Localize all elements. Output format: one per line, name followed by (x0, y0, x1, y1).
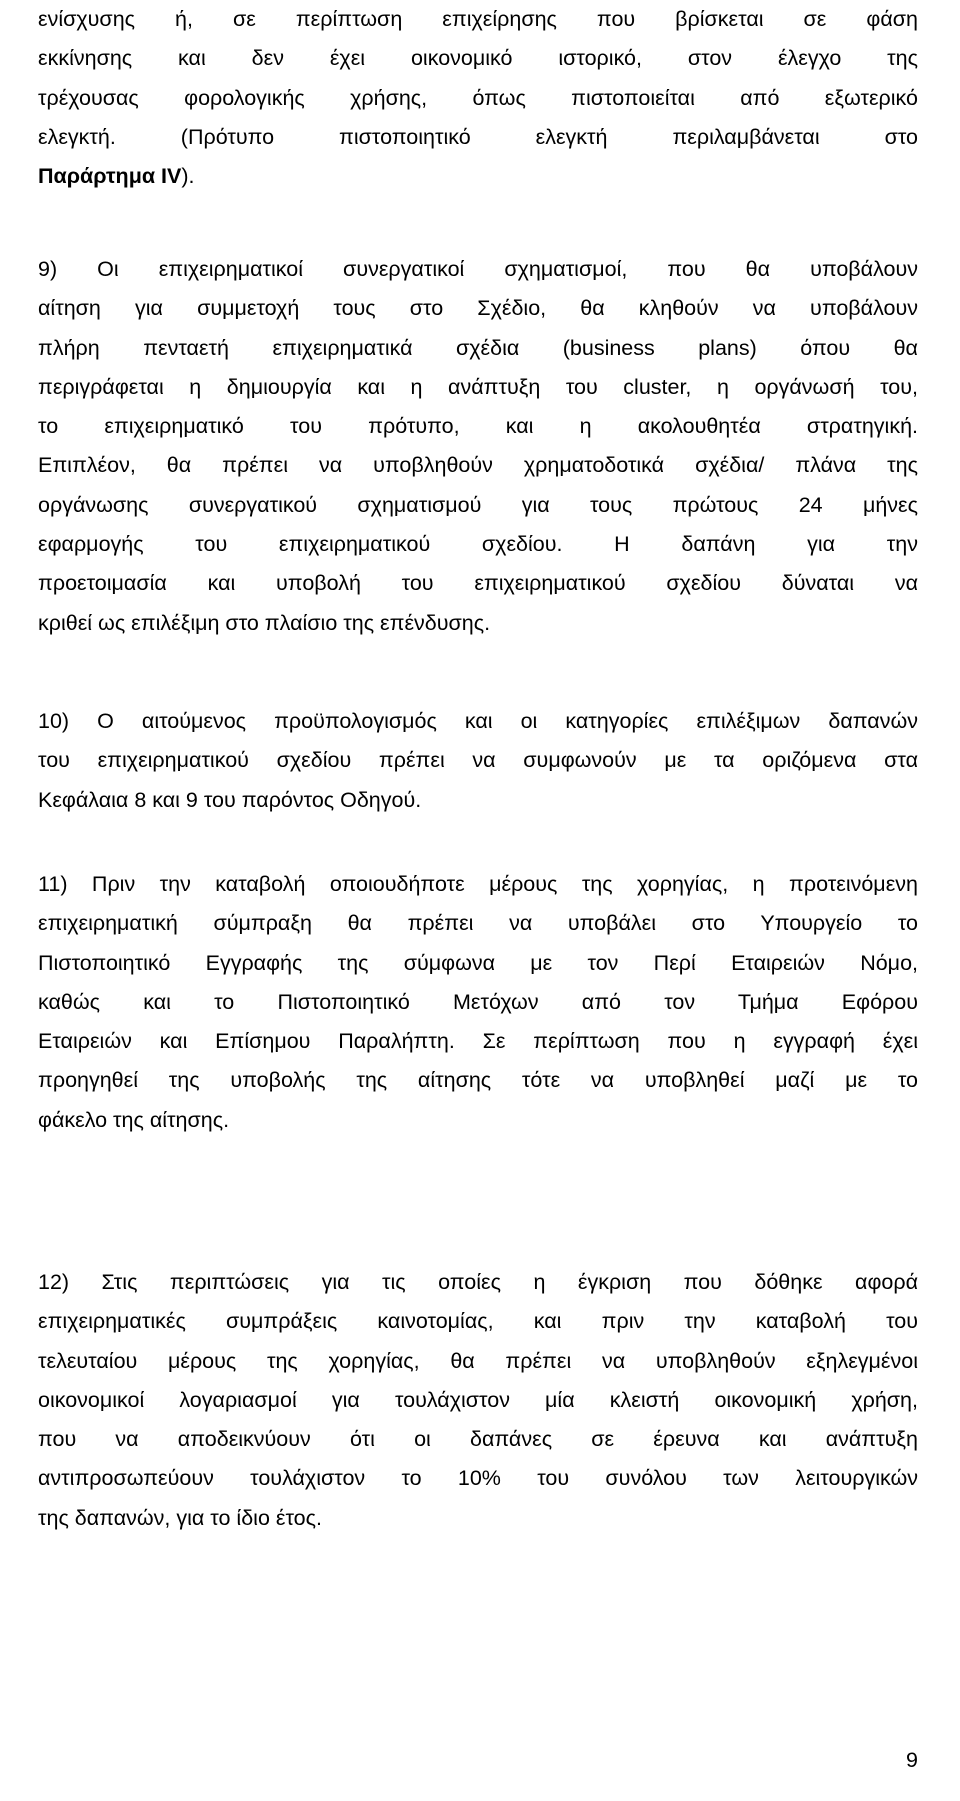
page-number: 9 (906, 1748, 918, 1772)
text-line: επιχειρηματικές συμπράξεις καινοτομίας, και πριν την καταβολή του (38, 1309, 918, 1334)
text-line: που να αποδεικνύουν ότι οι δαπάνες σε έρευνα και ανάπτυξη (38, 1427, 918, 1452)
text-fragment: ). (181, 164, 195, 189)
list-item-10 (38, 702, 918, 820)
text-line: Κεφάλαια 8 και 9 του παρόντος Οδηγού. (38, 787, 422, 812)
text-line: επιχειρηματική σύμπραξη θα πρέπει να υποβάλει στο Υπουργείο το (38, 911, 918, 936)
text-line: Εταιρειών και Επίσημου Παραλήπτη. Σε περίπτωση που η εγγραφή έχει (38, 1029, 918, 1054)
text-line: ελεγκτή. (Πρότυπο πιστοποιητικό ελεγκτή περιλαμβάνεται στο (38, 124, 918, 149)
text-line: φάκελο της αίτησης. (38, 1107, 230, 1132)
annex-reference: Παράρτημα IV (38, 164, 182, 189)
text-line: αίτηση για συμμετοχή τους στο Σχέδιο, θα κληθούν να υποβάλουν (38, 296, 918, 321)
text-line: 10) Ο αιτούμενος προϋπολογισμός και οι κατηγορίες επιλέξιμων δαπανών (38, 709, 918, 733)
text-line: 9) Οι επιχειρηματικοί συνεργατικοί σχηματισμοί, που θα υποβάλουν (38, 257, 918, 281)
text-line: εφαρμογής του επιχειρηματικού σχεδίου. Η δαπάνη για την (38, 532, 918, 557)
intro-paragraph (38, 0, 918, 196)
text-line: 12) Στις περιπτώσεις για τις οποίες η έγκριση που δόθηκε αφορά (38, 1270, 918, 1294)
text-line: της δαπανών, για το ίδιο έτος. (38, 1505, 322, 1530)
text-line (38, 157, 918, 196)
text-line: καθώς και το Πιστοποιητικό Μετόχων από τον Τμήμα Εφόρου (38, 989, 918, 1014)
text-line: πλήρη πενταετή επιχειρηματικά σχέδια (business plans) όπου θα (38, 335, 918, 360)
text-line: αντιπροσωπεύουν τουλάχιστον το 10% του συνόλου των λειτουργικών (38, 1466, 918, 1491)
text-line: του επιχειρηματικού σχεδίου πρέπει να συμφωνούν με τα οριζόμενα στα (38, 748, 918, 773)
text-line: ενίσχυσης ή, σε περίπτωση επιχείρησης που βρίσκεται σε φάση (38, 7, 918, 31)
text-line: οργάνωσης συνεργατικού σχηματισμού για τους πρώτους 24 μήνες (38, 492, 918, 517)
text-line: εκκίνησης και δεν έχει οικονομικό ιστορικό, στον έλεγχο της (38, 46, 918, 71)
text-line: περιγράφεται η δημιουργία και η ανάπτυξη του cluster, η οργάνωσή του, (38, 374, 918, 399)
text-line: το επιχειρηματικό του πρότυπο, και η ακολουθητέα στρατηγική. (38, 414, 918, 439)
text-line: τελευταίου μέρους της χορηγίας, θα πρέπει να υποβληθούν εξηλεγμένοι (38, 1348, 918, 1373)
text-line: προετοιμασία και υποβολή του επιχειρηματικού σχεδίου δύναται να (38, 571, 918, 596)
list-item-9 (38, 250, 918, 643)
text-line: κριθεί ως επιλέξιμη στο πλαίσιο της επένδυσης. (38, 610, 491, 635)
text-line: Επιπλέον, θα πρέπει να υποβληθούν χρηματοδοτικά σχέδια/ πλάνα της (38, 453, 918, 478)
text-line: προηγηθεί της υποβολής της αίτησης τότε να υποβληθεί μαζί με το (38, 1068, 918, 1093)
text-line: Πιστοποιητικό Εγγραφής της σύμφωνα με τον Περί Εταιρειών Νόμο, (38, 950, 918, 975)
text-line: οικονομικοί λογαριασμοί για τουλάχιστον μία κλειστή οικονομική χρήση, (38, 1387, 918, 1412)
text-line: τρέχουσας φορολογικής χρήσης, όπως πιστοποιείται από εξωτερικό (38, 85, 918, 110)
text-line: 11) Πριν την καταβολή οποιουδήποτε μέρους της χορηγίας, η προτεινόμενη (38, 872, 918, 896)
list-item-12 (38, 1263, 918, 1538)
list-item-11 (38, 865, 918, 1140)
